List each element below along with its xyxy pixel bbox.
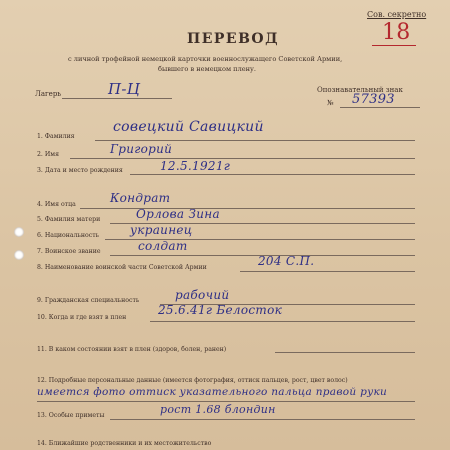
field-birth-value: 12.5.1921г [160,159,231,173]
id-mark-value: 57393 [352,92,395,107]
field-rank-label: 7. Воинское звание [37,248,101,255]
field-name-value: Григорий [110,142,173,156]
field-surname-underline [95,140,415,141]
page-number: 18 [382,20,411,45]
field-name-underline [70,158,415,159]
field-condition-underline [275,352,415,353]
field-birth-underline [130,174,415,175]
id-mark-underline [340,107,420,108]
field-unit-underline [240,271,415,272]
field-surname-value: совецкий Савицкий [113,119,264,135]
field-marks-underline [110,419,415,420]
field-captured-label: 10. Когда и где взят в плен [37,314,127,321]
page-number-underline [372,45,416,46]
field-personal-data-label: 12. Подробные персональные данные (имеется фотография, оттиск пальцев, рост, цвет волос) [37,377,348,384]
field-relatives-label: 14. Ближайшие родственники и их местожительство [37,440,212,447]
camp-value: П-Ц [108,80,141,98]
field-marks-label: 13. Особые приметы [37,412,105,419]
field-condition-label: 11. В каком состоянии взят в плен (здоров, болен, ранен) [37,346,227,353]
field-unit-value: 204 С.П. [258,254,315,268]
field-rank-value: солдат [138,239,188,253]
field-father-label: 4. Имя отца [37,201,76,208]
field-profession-label: 9. Гражданская специальность [37,297,140,304]
camp-underline [62,98,172,99]
field-mother-label: 5. Фамилия матери [37,216,101,223]
secrecy-stamp: Сов. секретно [367,10,427,19]
binder-hole-bottom [14,250,24,260]
id-mark-label: Опознавательный знак [317,86,403,94]
field-captured-underline [150,321,415,322]
field-nationality-label: 6. Национальность [37,232,100,239]
document-title: ПЕРЕВОД [187,31,280,47]
field-nationality-value: украинец [130,223,193,237]
id-mark-prefix: № [327,99,334,107]
field-profession-value: рабочий [175,288,230,302]
field-mother-value: Орлова Зина [136,207,220,221]
field-unit-label: 8. Наименование воинской части Советской Армии [37,264,207,271]
field-name-label: 2. Имя [37,151,59,158]
document-subtitle-line2: бывшего в немецком плену. [158,65,257,73]
field-personal-data-value: имеется фото оттиск указательного пальца правой руки [37,386,388,398]
field-birth-label: 3. Дата и место рождения [37,167,123,174]
field-surname-label: 1. Фамилия [37,133,75,140]
field-father-value: Кондрат [110,191,171,205]
field-captured-value: 25.6.41г Белосток [158,303,283,317]
camp-label: Лагерь [35,90,62,98]
field-father-underline [80,208,415,209]
document-subtitle-line1: с личной трофейной немецкой карточки военнослужащего Советской Армии, [68,55,343,63]
field-personal-data-underline [37,401,415,402]
binder-hole-top [14,227,24,237]
field-marks-value: рост 1.68 блондин [160,403,276,416]
